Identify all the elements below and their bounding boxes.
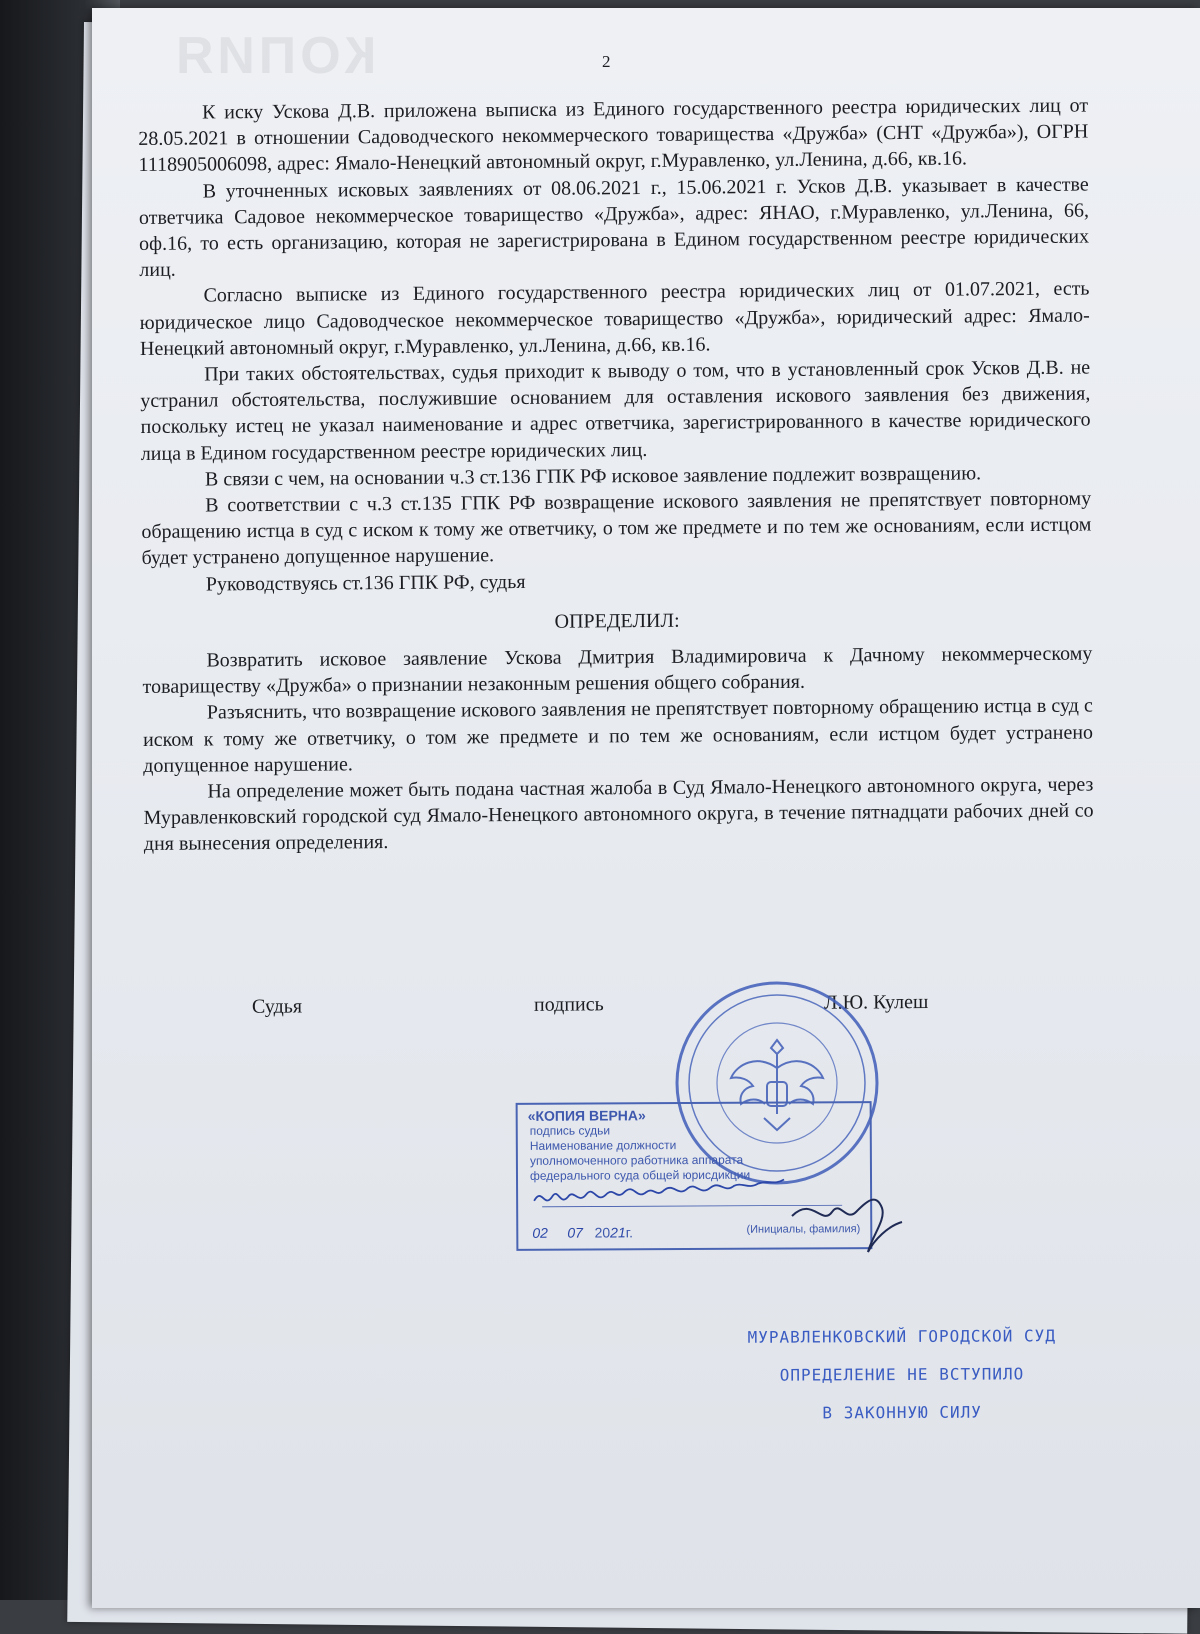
copy-stamp-line: уполномоченного работника аппарата — [529, 1152, 744, 1168]
copy-stamp-date — [532, 1225, 633, 1241]
copy-stamp-line: подпись судьи — [529, 1123, 611, 1138]
stamp-line: МУРАВЛЕНКОВСКИЙ ГОРОДСКОЙ СУД — [747, 1326, 1056, 1347]
resolution-item: На определение может быть подана частная жалоба в Суд Ямало-Ненецкого автономного округа, через Муравленковский городской суд Ямало-Ненецкого автономного округа, в течение пятнадцати рабочих дней со дня вынесения определения. — [143, 773, 1094, 856]
signature-placeholder: подпись — [533, 993, 604, 1016]
paragraph: К иску Ускова Д.В. приложена выписка из Единого государственного реестра юридических лиц от 28.05.2021 в отношении Садоводческого некоммерческого товарищества «Дружба» (СНТ «Дружба»), ОГРН 1118905006098, адрес: Ямало-Ненецкий автономный округ, г.Муравленко, ул.Ленина, д.66, кв.16. — [138, 94, 1089, 177]
not-in-force-stamp — [732, 1325, 1073, 1441]
date-year-prefix: 20 — [594, 1224, 611, 1241]
date-day: 02 — [532, 1224, 548, 1241]
resolution-block — [142, 641, 1094, 858]
copy-stamp-line: федерального суда общей юрисдикции — [529, 1167, 751, 1183]
date-suffix: г. — [625, 1224, 634, 1241]
date-year: 21 — [610, 1224, 626, 1241]
document-body — [138, 93, 1094, 858]
resolution-item: Возвратить исковое заявление Ускова Дмитрия Владимировича к Дачному некоммерческому товариществу «Дружба» о признании незаконным решения общего собрания. — [142, 642, 1093, 699]
signature-name: Л.Ю. Кулеш — [823, 991, 929, 1014]
bleed-through-watermark: КОПИЯ — [172, 27, 377, 85]
paragraph: В соответствии с ч.3 ст.135 ГПК РФ возвращение искового заявления не препятствует повторному обращению истца в суд с иском к тому же ответчику, о том же предмете и по тем же основаниям, если истцом будет устранено допущенное нарушение. — [141, 487, 1092, 570]
copy-stamp-line: Наименование должности — [529, 1138, 677, 1153]
signature-row — [252, 990, 1052, 1026]
copy-stamp-initials: (Инициалы, фамилия) — [746, 1223, 861, 1236]
document-page — [92, 8, 1200, 1608]
stamp-line: ОПРЕДЕЛЕНИЕ НЕ ВСТУПИЛО — [779, 1364, 1025, 1385]
paragraph: В уточненных исковых заявлениях от 08.06.2021 г., 15.06.2021 г. Усков Д.В. указывает в качестве ответчика Садовое некоммерческое товарищество «Дружба», адрес: ЯНАО, г.Муравленко, ул.Ленина, 66, оф.16, то есть организацию, которая не зарегистрирована в Едином государственном реестре юридических лиц. — [138, 173, 1090, 282]
page-number: 2 — [602, 52, 611, 71]
signature-role: Судья — [251, 995, 303, 1018]
paragraph: В связи с чем, на основании ч.3 ст.136 ГПК РФ исковое заявление подлежит возвращению. — [204, 462, 982, 491]
paragraph: При таких обстоятельствах, судья приходит к выводу о том, что в установленный срок Усков Д.В. не устранил обстоятельства, послужившие основанием для оставления искового заявления без движения, поскольку истец не указал наименование и адрес ответчика, зарегистрированного в качестве юридического лица в Едином государственном реестре юридических лиц. — [140, 356, 1091, 465]
section-heading: ОПРЕДЕЛИЛ: — [554, 609, 680, 633]
copy-stamp-title: «КОПИЯ ВЕРНА» — [527, 1107, 646, 1124]
paragraph: Руководствуясь ст.136 ГПК РФ, судья — [205, 570, 526, 596]
stamp-line: В ЗАКОННУЮ СИЛУ — [822, 1402, 982, 1423]
resolution-item: Разъяснить, что возвращение искового заявления не препятствует повторному обращению истца в суд с иском к тому же ответчику, о том же предмете и по тем же основаниям, если истцом будет устранено допущенное нарушение. — [142, 694, 1094, 777]
paragraph: Согласно выписке из Единого государственного реестра юридических лиц от 01.07.2021, есть юридическое лицо Садоводческое некоммерческое товарищество «Дружба», юридический адрес: Ямало-Ненецкий автономный округ, г.Муравленко, ул.Ленина, д.66, кв.16. — [139, 277, 1090, 360]
handwritten-signature-icon — [782, 1176, 922, 1256]
date-month: 07 — [567, 1224, 583, 1241]
